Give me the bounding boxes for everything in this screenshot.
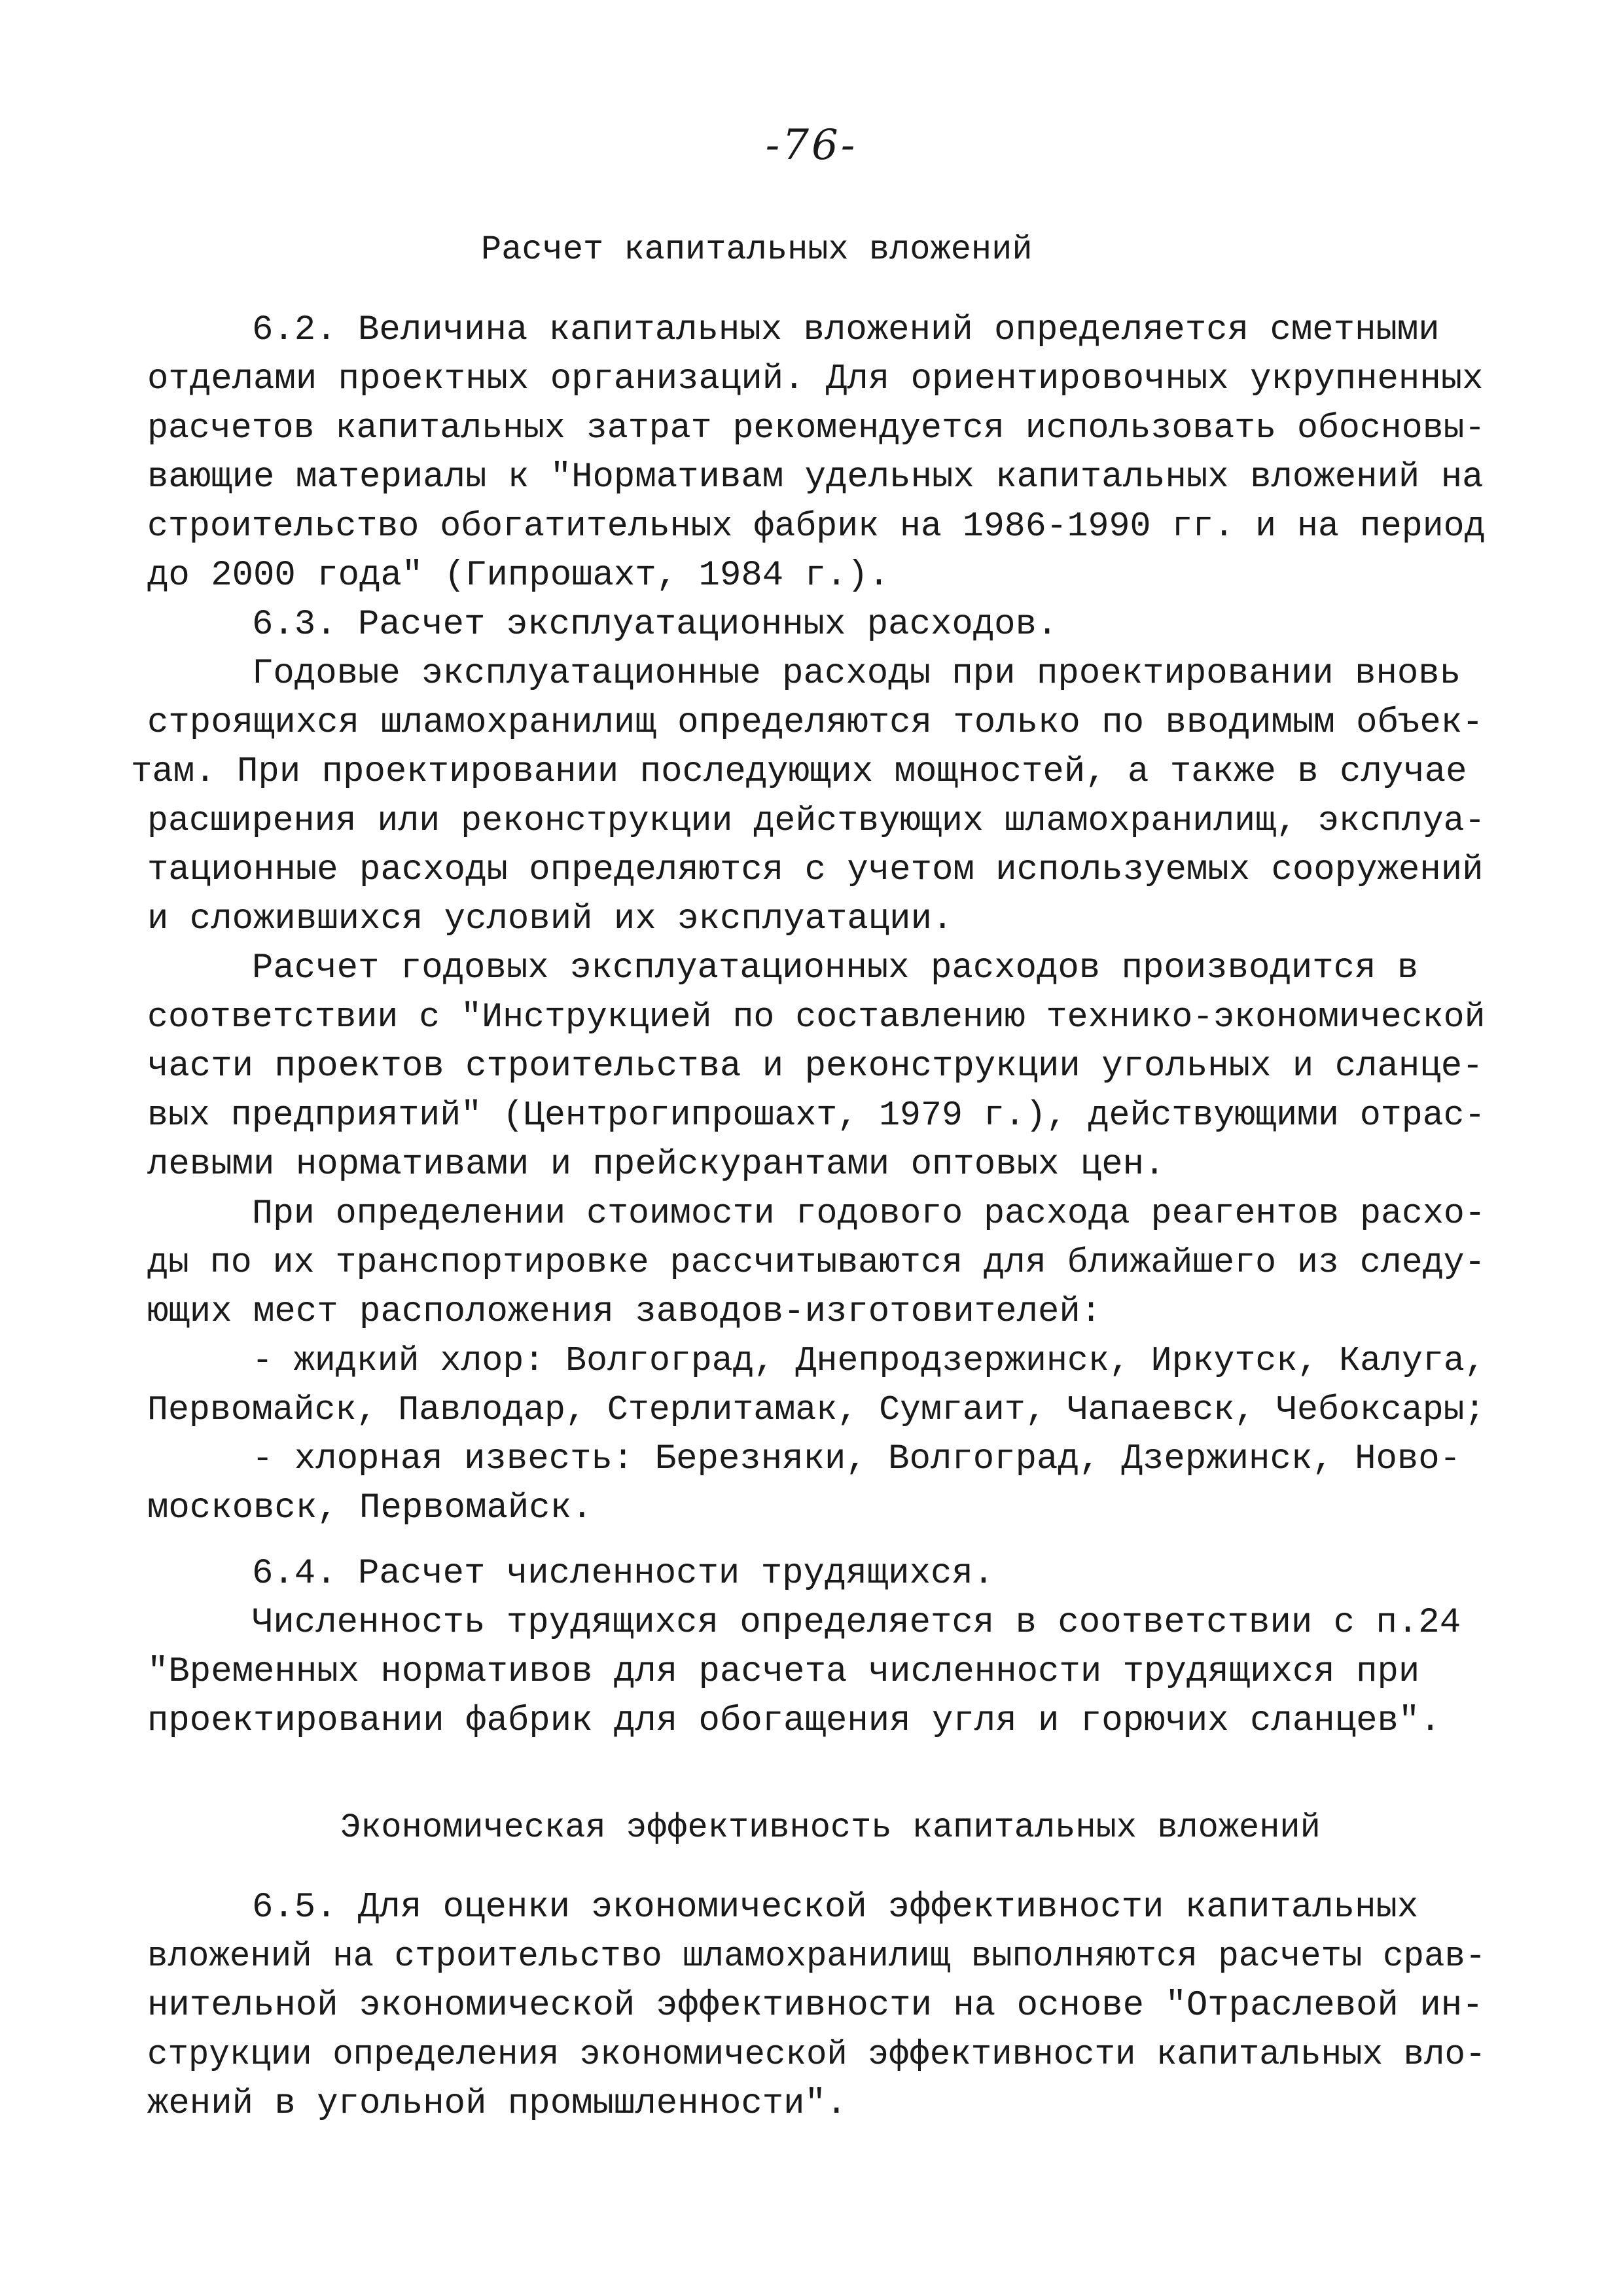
paragraph-line: там. При проектировании последующих мощностей, а также в случае (131, 752, 1467, 792)
paragraph-line: соответствии с "Инструкцией по составлению технико-экономической (147, 997, 1486, 1037)
paragraph-line: нительной экономической эффективности на основе "Отраслевой ин- (147, 1986, 1484, 2026)
paragraph-line: проектировании фабрик для обогащения угля и горючих сланцев". (147, 1701, 1441, 1741)
list-item-bleaching-lime: - хлорная известь: Березняки, Волгоград, Дзержинск, Ново- (252, 1439, 1461, 1479)
paragraph-line: строительство обогатительных фабрик на 1986-1990 гг. и на период (147, 507, 1486, 546)
list-item-liquid-chlorine: - жидкий хлор: Волгоград, Днепродзержинск, Иркутск, Калуга, (252, 1341, 1486, 1380)
section-heading-capital-investment: Расчет капитальных вложений (481, 230, 1033, 269)
paragraph-line: Численность трудящихся определяется в соответствии с п.24 (252, 1603, 1461, 1643)
section-heading-operating-costs: 6.3. Расчет эксплуатационных расходов. (252, 605, 1058, 645)
paragraph-line: части проектов строительства и реконструкции угольных и сланце- (147, 1047, 1484, 1086)
page-number: -76- (765, 121, 858, 170)
paragraph-line: до 2000 года" (Гипрошахт, 1984 г.). (147, 556, 890, 596)
paragraph-line: вложений на строительство шламохранилищ выполняются расчеты срав- (147, 1937, 1486, 1976)
paragraph-line: ющих мест расположения заводов-изготовителей: (147, 1292, 1102, 1332)
paragraph-line: отделами проектных организаций. Для ориентировочных укрупненных (147, 359, 1484, 399)
paragraph-line: жений в угольной промышленности". (147, 2084, 847, 2124)
paragraph-line: вающие материалы к "Нормативам удельных капитальных вложений на (147, 457, 1484, 497)
paragraph-line: левыми нормативами и прейскурантами оптовых цен. (147, 1145, 1166, 1185)
section-heading-economic-efficiency: Экономическая эффективность капитальных вложений (340, 1808, 1321, 1847)
paragraph-line: строящихся шламохранилищ определяются только по вводимым объек- (147, 703, 1484, 743)
paragraph-line: тационные расходы определяются с учетом используемых сооружений (147, 850, 1484, 890)
paragraph-line: Годовые эксплуатационные расходы при проектировании вновь (252, 654, 1461, 694)
paragraph-line: 6.5. Для оценки экономической эффективности капитальных (252, 1888, 1419, 1928)
paragraph-line: струкции определения экономической эффективности капитальных вло- (147, 2035, 1486, 2074)
section-heading-workforce: 6.4. Расчет численности трудящихся. (252, 1554, 995, 1594)
list-item-bleaching-lime-cont: московск, Первомайск. (147, 1488, 593, 1528)
paragraph-line: "Временных нормативов для расчета численности трудящихся при (147, 1652, 1420, 1692)
paragraph-line: Расчет годовых эксплуатационных расходов производится в (252, 948, 1419, 988)
paragraph-line: ды по их транспортировке рассчитываются для ближайшего из следу- (147, 1243, 1486, 1282)
paragraph-line: 6.2. Величина капитальных вложений определяется сметными (252, 310, 1440, 350)
paragraph-line: и сложившихся условий их эксплуатации. (147, 899, 954, 939)
paragraph-line: вых предприятий" (Центрогипрошахт, 1979 г.), действующими отрас- (147, 1096, 1486, 1135)
paragraph-line: При определении стоимости годового расхода реагентов расхо- (252, 1194, 1486, 1233)
paragraph-line: расширения или реконструкции действующих шламохранилищ, эксплуа- (147, 801, 1486, 840)
paragraph-line: расчетов капитальных затрат рекомендуется использовать обосновы- (147, 408, 1486, 448)
list-item-liquid-chlorine-cont: Первомайск, Павлодар, Стерлитамак, Сумгаит, Чапаевск, Чебоксары; (147, 1390, 1486, 1429)
